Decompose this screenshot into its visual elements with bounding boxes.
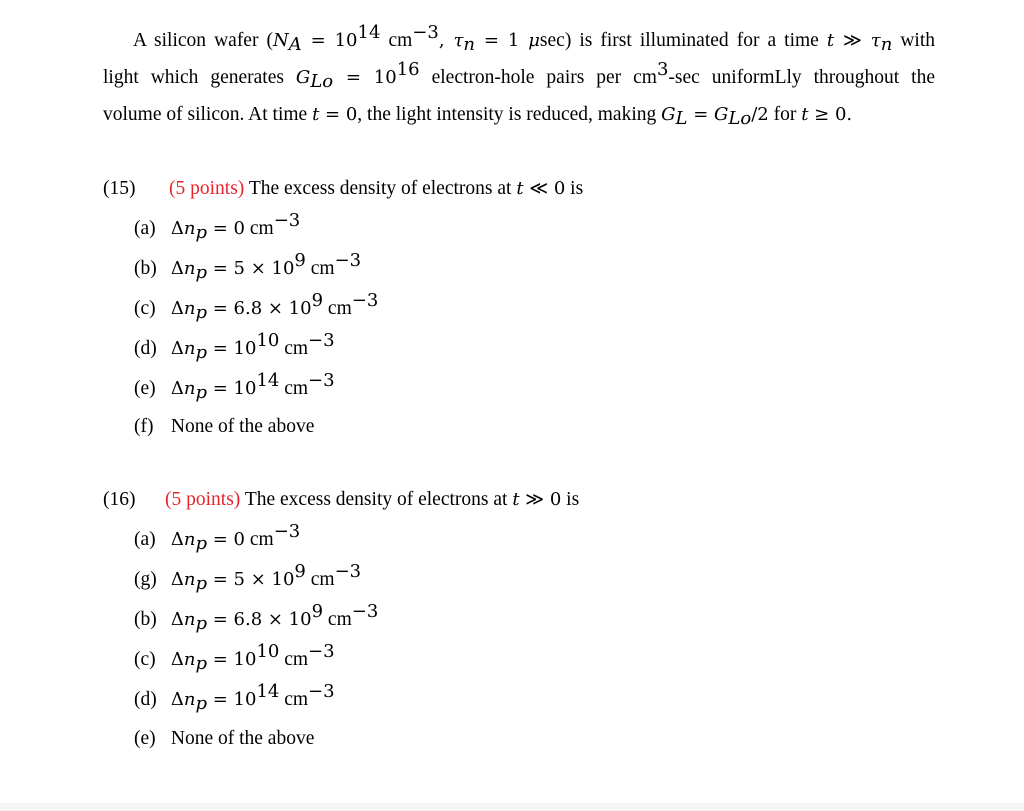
problem-line-1: A silicon wafer ($N_A = 10^{14}$ $cm^{-3}$, $\tau_n = 1$ μsec) is first illuminated for a time t ≫ $\tau_n$ with — [133, 22, 936, 55]
problem-line-2: light which generates $G_{Lo} = 10^{16}$ electron-hole pairs per $cm^3-\sec$ uniformLly throughout the — [103, 59, 936, 92]
q15-option-c[interactable]: (c) $\Delta n_p = 6.8 \times 10^9$ $cm^{-3}$ — [134, 290, 379, 323]
question-16-heading: (16) (5 points) The excess density of electrons at t ≫ 0 is — [103, 489, 580, 510]
problem-line-3: volume of silicon. At time t = 0, the light intensity is reduced, making $G_L = G_{Lo}/2$ for t ≥ 0. — [103, 104, 853, 129]
q16-option-b[interactable]: (b) $\Delta n_p = 6.8 \times 10^9$ $cm^{-3}$ — [134, 601, 379, 634]
q16-option-e[interactable]: (e) None of the above — [134, 728, 315, 749]
q16-option-d[interactable]: (d) $\Delta n_p = 10^{14}$ $cm^{-3}$ — [134, 681, 335, 714]
q15-option-a[interactable]: (a) $\Delta n_p = 0$ $cm^{-3}$ — [134, 210, 301, 243]
q15-option-e[interactable]: (e) $\Delta n_p = 10^{14}$ $cm^{-3}$ — [134, 370, 335, 403]
points-label: (5 points) — [169, 178, 245, 199]
q16-option-a[interactable]: (a) $\Delta n_p = 0$ $cm^{-3}$ — [134, 521, 301, 554]
q15-option-d[interactable]: (d) $\Delta n_p = 10^{10}$ $cm^{-3}$ — [134, 330, 335, 363]
points-label: (5 points) — [165, 489, 241, 510]
q16-option-c[interactable]: (c) $\Delta n_p = 10^{10}$ $cm^{-3}$ — [134, 641, 335, 674]
q15-option-b[interactable]: (b) $\Delta n_p = 5 \times 10^9$ $cm^{-3}$ — [134, 250, 362, 283]
q15-option-f[interactable]: (f) None of the above — [134, 416, 315, 437]
problem-statement — [103, 22, 935, 133]
question-15-heading: (15) (5 points) The excess density of electrons at t ≪ 0 is — [103, 178, 584, 199]
q16-option-g[interactable]: (g) $\Delta n_p = 5 \times 10^9$ $cm^{-3}$ — [134, 561, 362, 594]
page-bottom-band — [0, 803, 1024, 811]
